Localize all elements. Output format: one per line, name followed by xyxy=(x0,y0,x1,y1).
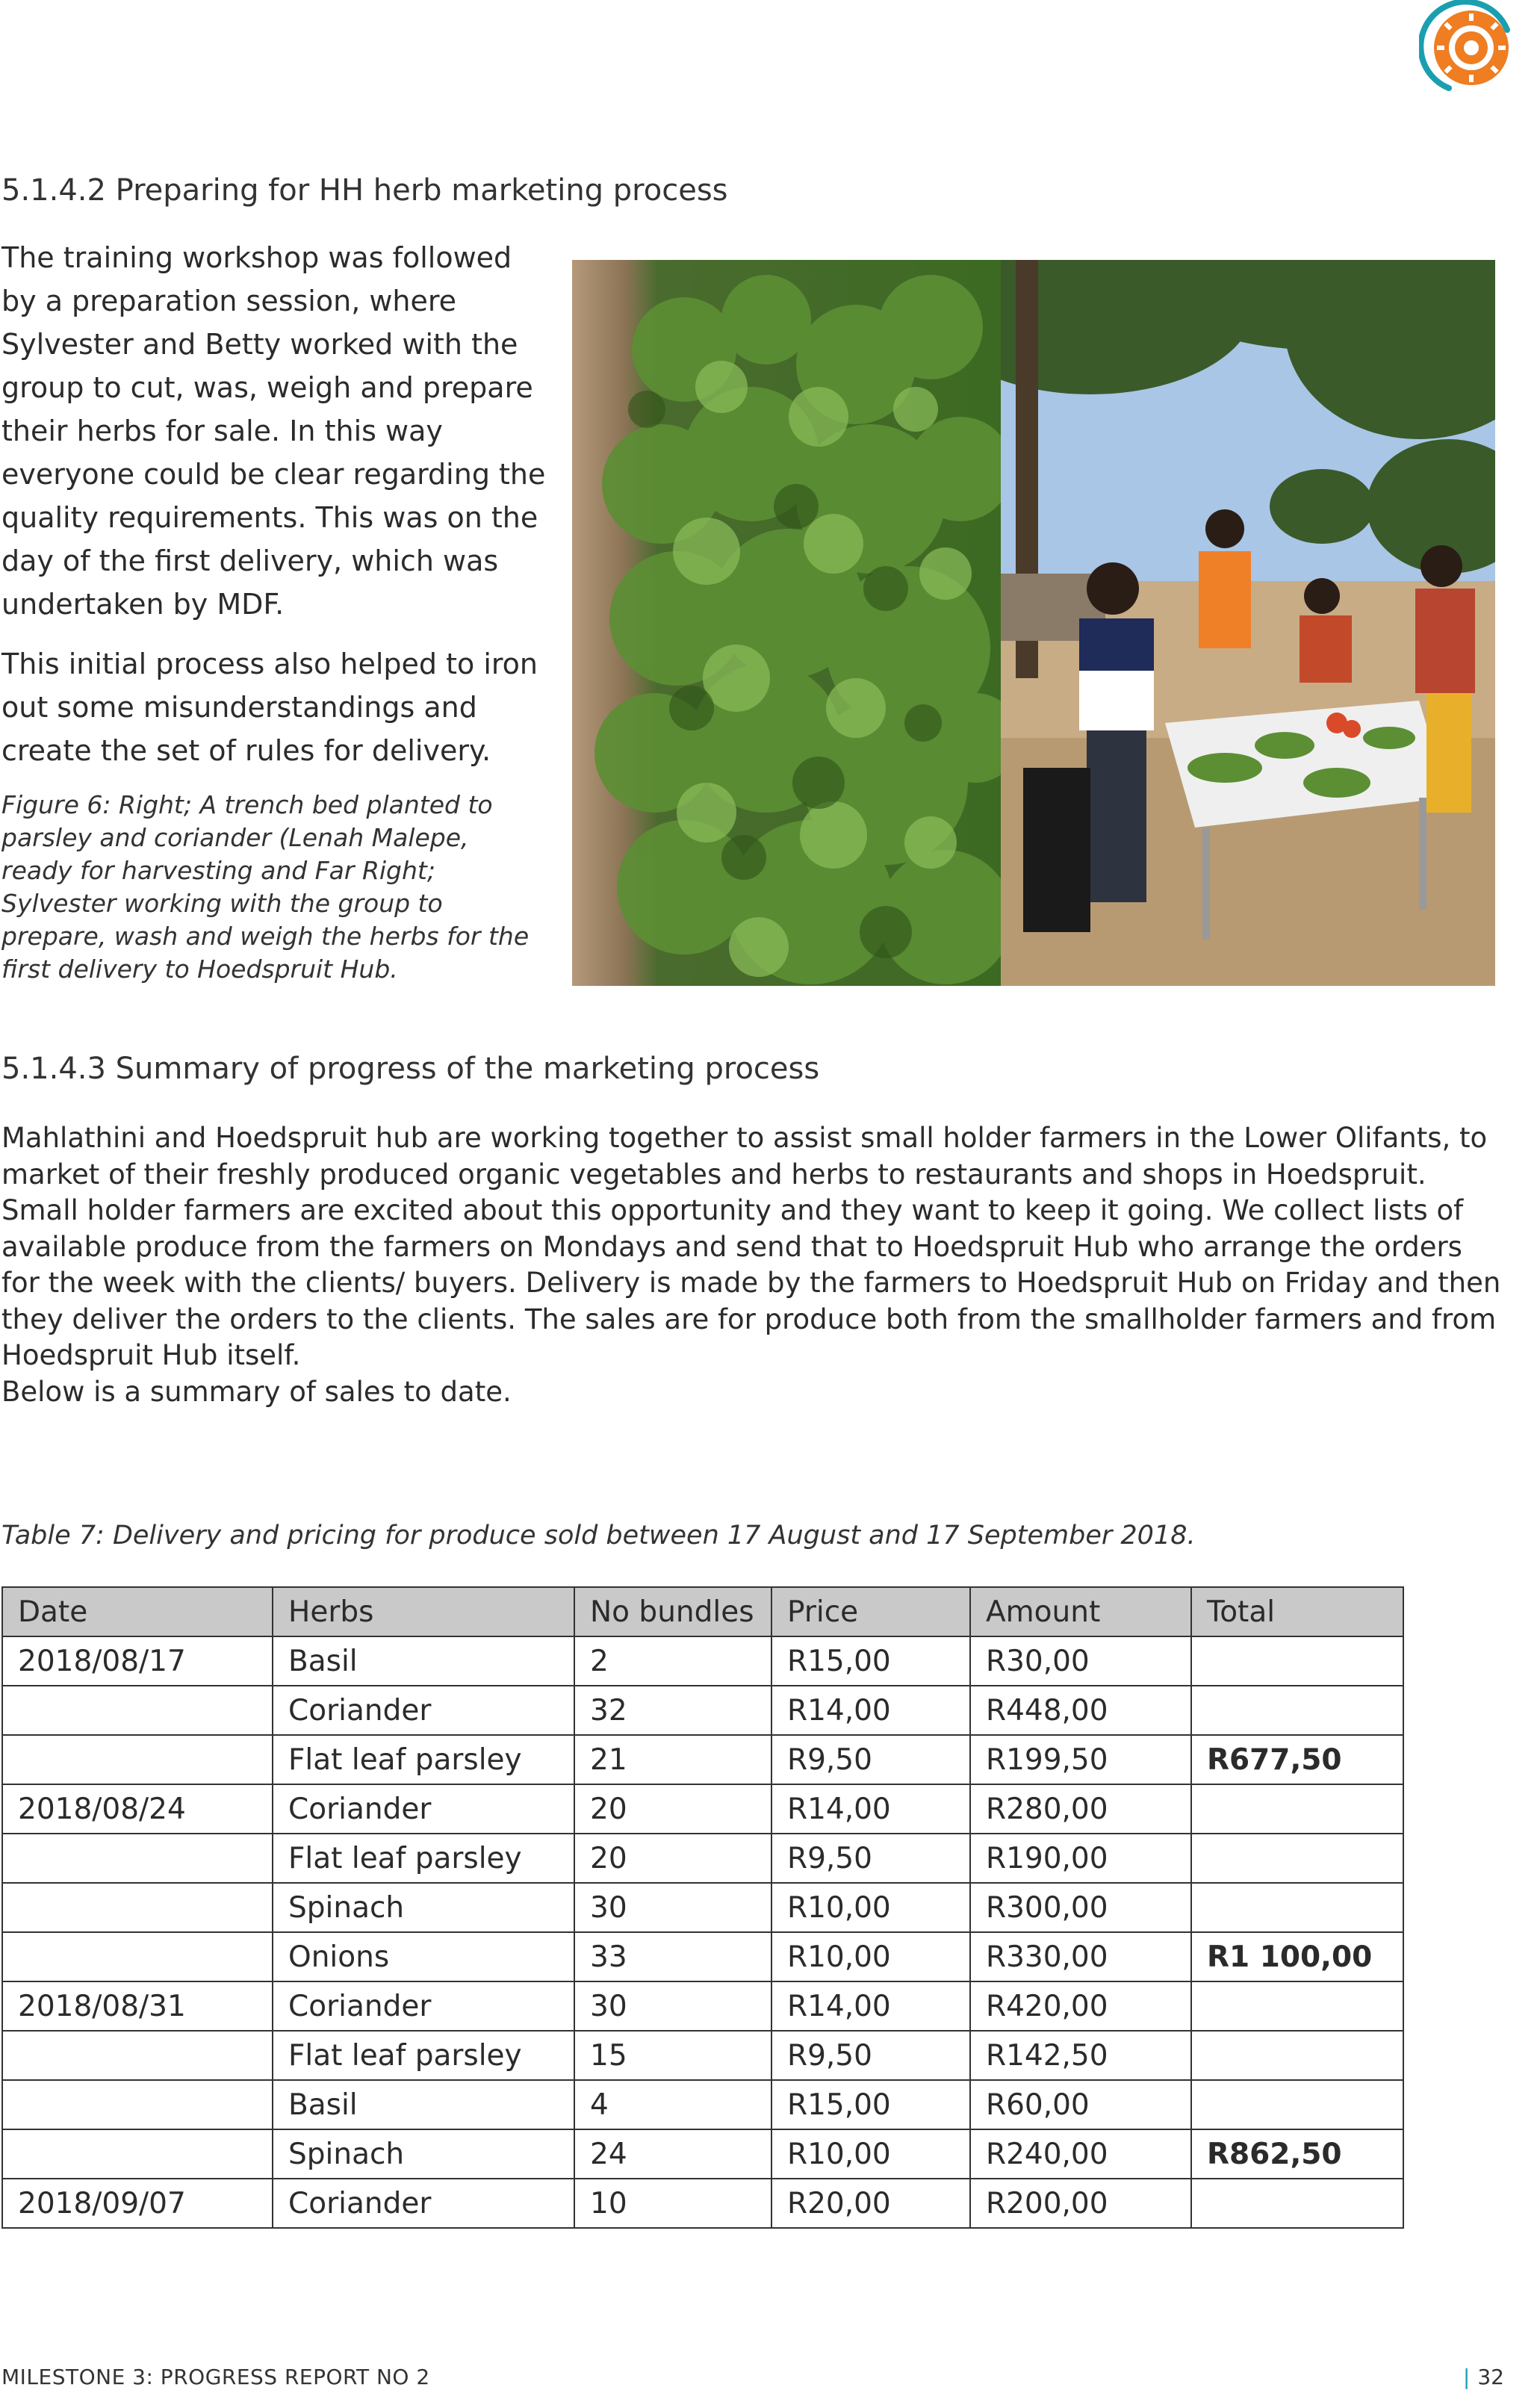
header-amount: Amount xyxy=(970,1587,1191,1636)
cell-amount: R448,00 xyxy=(970,1686,1191,1735)
header-herbs: Herbs xyxy=(273,1587,574,1636)
header-no-bundles: No bundles xyxy=(574,1587,771,1636)
table-caption: Table 7: Delivery and pricing for produce sold between 17 August and 17 September 2018. xyxy=(1,1521,1196,1551)
table-row xyxy=(2,2129,1403,2179)
cell-amount: R199,50 xyxy=(970,1735,1191,1784)
cell-bundles: 2 xyxy=(574,1636,771,1686)
cell-price: R14,00 xyxy=(771,1981,970,2031)
table-header-row xyxy=(2,1587,1403,1636)
footer-report-title: MILESTONE 3: PROGRESS REPORT NO 2 xyxy=(1,2365,430,2389)
cell-herb: Flat leaf parsley xyxy=(273,1834,574,1883)
cell-date xyxy=(2,1883,273,1932)
cell-bundles: 30 xyxy=(574,1981,771,2031)
paragraph-training: The training workshop was followed by a preparation session, where Sylvester and Betty worked with the group to cut, was, weigh and prepare their herbs for sale. In this way everyone could be clear regarding the quality requirements. This was on the day of the first delivery, which was undertaken by MDF. xyxy=(1,241,546,621)
cell-price: R14,00 xyxy=(771,1784,970,1834)
cell-date: 2018/08/17 xyxy=(2,1636,273,1686)
cell-herb: Spinach xyxy=(273,2129,574,2179)
cell-amount: R60,00 xyxy=(970,2080,1191,2129)
cell-date xyxy=(2,2031,273,2080)
cell-price: R10,00 xyxy=(771,2129,970,2179)
header-price: Price xyxy=(771,1587,970,1636)
group-preparing-herbs-photo xyxy=(1001,260,1495,986)
cell-date: 2018/09/07 xyxy=(2,2179,273,2228)
cell-price: R9,50 xyxy=(771,1735,970,1784)
cell-date: 2018/08/31 xyxy=(2,1981,273,2031)
cell-price: R14,00 xyxy=(771,1686,970,1735)
cell-total xyxy=(1191,1784,1403,1834)
cell-bundles: 21 xyxy=(574,1735,771,1784)
cell-herb: Coriander xyxy=(273,1784,574,1834)
page-number: 32 xyxy=(1477,2365,1504,2389)
cell-bundles: 15 xyxy=(574,2031,771,2080)
left-text-column xyxy=(1,236,547,986)
cell-total xyxy=(1191,1686,1403,1735)
cell-total: R677,50 xyxy=(1191,1735,1403,1784)
cell-price: R9,50 xyxy=(771,2031,970,2080)
cell-price: R9,50 xyxy=(771,1834,970,1883)
table-row xyxy=(2,1636,1403,1686)
footer-page xyxy=(1463,2365,1504,2389)
cell-amount: R30,00 xyxy=(970,1636,1191,1686)
cell-total xyxy=(1191,2179,1403,2228)
cell-bundles: 33 xyxy=(574,1932,771,1981)
cell-herb: Flat leaf parsley xyxy=(273,1735,574,1784)
cell-herb: Coriander xyxy=(273,1981,574,2031)
cell-bundles: 20 xyxy=(574,1784,771,1834)
cell-herb: Spinach xyxy=(273,1883,574,1932)
summary-line: Below is a summary of sales to date. xyxy=(1,1375,512,1408)
cell-total xyxy=(1191,1834,1403,1883)
cell-amount: R240,00 xyxy=(970,2129,1191,2179)
cell-price: R15,00 xyxy=(771,2080,970,2129)
cell-date xyxy=(2,1932,273,1981)
table-row xyxy=(2,1686,1403,1735)
cell-herb: Coriander xyxy=(273,1686,574,1735)
table-row xyxy=(2,1735,1403,1784)
cell-price: R20,00 xyxy=(771,2179,970,2228)
table-row xyxy=(2,2080,1403,2129)
table-row xyxy=(2,2179,1403,2228)
footer-separator: | xyxy=(1462,2365,1471,2389)
herb-bed-photo xyxy=(572,260,1001,986)
summary-text xyxy=(1,1120,1501,1410)
cell-total xyxy=(1191,2031,1403,2080)
cell-amount: R142,50 xyxy=(970,2031,1191,2080)
cell-amount: R280,00 xyxy=(970,1784,1191,1834)
cell-date xyxy=(2,1686,273,1735)
cell-total xyxy=(1191,1981,1403,2031)
cell-price: R15,00 xyxy=(771,1636,970,1686)
table-row xyxy=(2,1834,1403,1883)
cell-bundles: 30 xyxy=(574,1883,771,1932)
cell-bundles: 4 xyxy=(574,2080,771,2129)
cell-price: R10,00 xyxy=(771,1932,970,1981)
cell-date: 2018/08/24 xyxy=(2,1784,273,1834)
header-date: Date xyxy=(2,1587,273,1636)
cell-amount: R420,00 xyxy=(970,1981,1191,2031)
figure-caption: Figure 6: Right; A trench bed planted to parsley and coriander (Lenah Malepe, ready for harvesting and Far Right; Sylvester working with the group to prepare, wash and weigh the herbs for the first delivery to Hoedspruit Hub. xyxy=(1,790,530,984)
cell-date xyxy=(2,2129,273,2179)
section-heading-preparing: 5.1.4.2 Preparing for HH herb marketing process xyxy=(1,173,728,208)
cell-herb: Coriander xyxy=(273,2179,574,2228)
cell-herb: Flat leaf parsley xyxy=(273,2031,574,2080)
table-row xyxy=(2,1883,1403,1932)
table-row xyxy=(2,1981,1403,2031)
header-total: Total xyxy=(1191,1587,1403,1636)
cell-date xyxy=(2,1834,273,1883)
cell-bundles: 24 xyxy=(574,2129,771,2179)
cell-bundles: 10 xyxy=(574,2179,771,2228)
sales-table xyxy=(1,1586,1404,2229)
cell-date xyxy=(2,1735,273,1784)
cell-amount: R330,00 xyxy=(970,1932,1191,1981)
section-heading-summary: 5.1.4.3 Summary of progress of the marketing process xyxy=(1,1052,820,1086)
cell-herb: Onions xyxy=(273,1932,574,1981)
cell-total xyxy=(1191,2080,1403,2129)
cell-bundles: 20 xyxy=(574,1834,771,1883)
cell-herb: Basil xyxy=(273,1636,574,1686)
table-row xyxy=(2,1932,1403,1981)
cell-bundles: 32 xyxy=(574,1686,771,1735)
table-row xyxy=(2,1784,1403,1834)
paragraph-initial-process: This initial process also helped to iron out some misunderstandings and create the set of rules for delivery. xyxy=(1,648,538,767)
cell-amount: R190,00 xyxy=(970,1834,1191,1883)
cell-price: R10,00 xyxy=(771,1883,970,1932)
cell-herb: Basil xyxy=(273,2080,574,2129)
cell-amount: R300,00 xyxy=(970,1883,1191,1932)
table-row xyxy=(2,2031,1403,2080)
sun-logo-icon xyxy=(1419,0,1524,105)
cell-total: R862,50 xyxy=(1191,2129,1403,2179)
cell-total xyxy=(1191,1636,1403,1686)
summary-paragraph: Mahlathini and Hoedspruit hub are working together to assist small holder farmers in the Lower Olifants, to market of their freshly produced organic vegetables and herbs to restaurants and shops in Hoedspruit. Small holder farmers are excited about this opportunity and they want to keep it going. We collect lists of available produce from the farmers on Mondays and send that to Hoedspruit Hub who arrange the orders for the week with the clients/ buyers. Delivery is made by the farmers to Hoedspruit Hub on Friday and then they deliver the orders to the clients. The sales are for produce both from the smallholder farmers and from Hoedspruit Hub itself. xyxy=(1,1122,1501,1371)
cell-total xyxy=(1191,1883,1403,1932)
cell-date xyxy=(2,2080,273,2129)
cell-amount: R200,00 xyxy=(970,2179,1191,2228)
cell-total: R1 100,00 xyxy=(1191,1932,1403,1981)
